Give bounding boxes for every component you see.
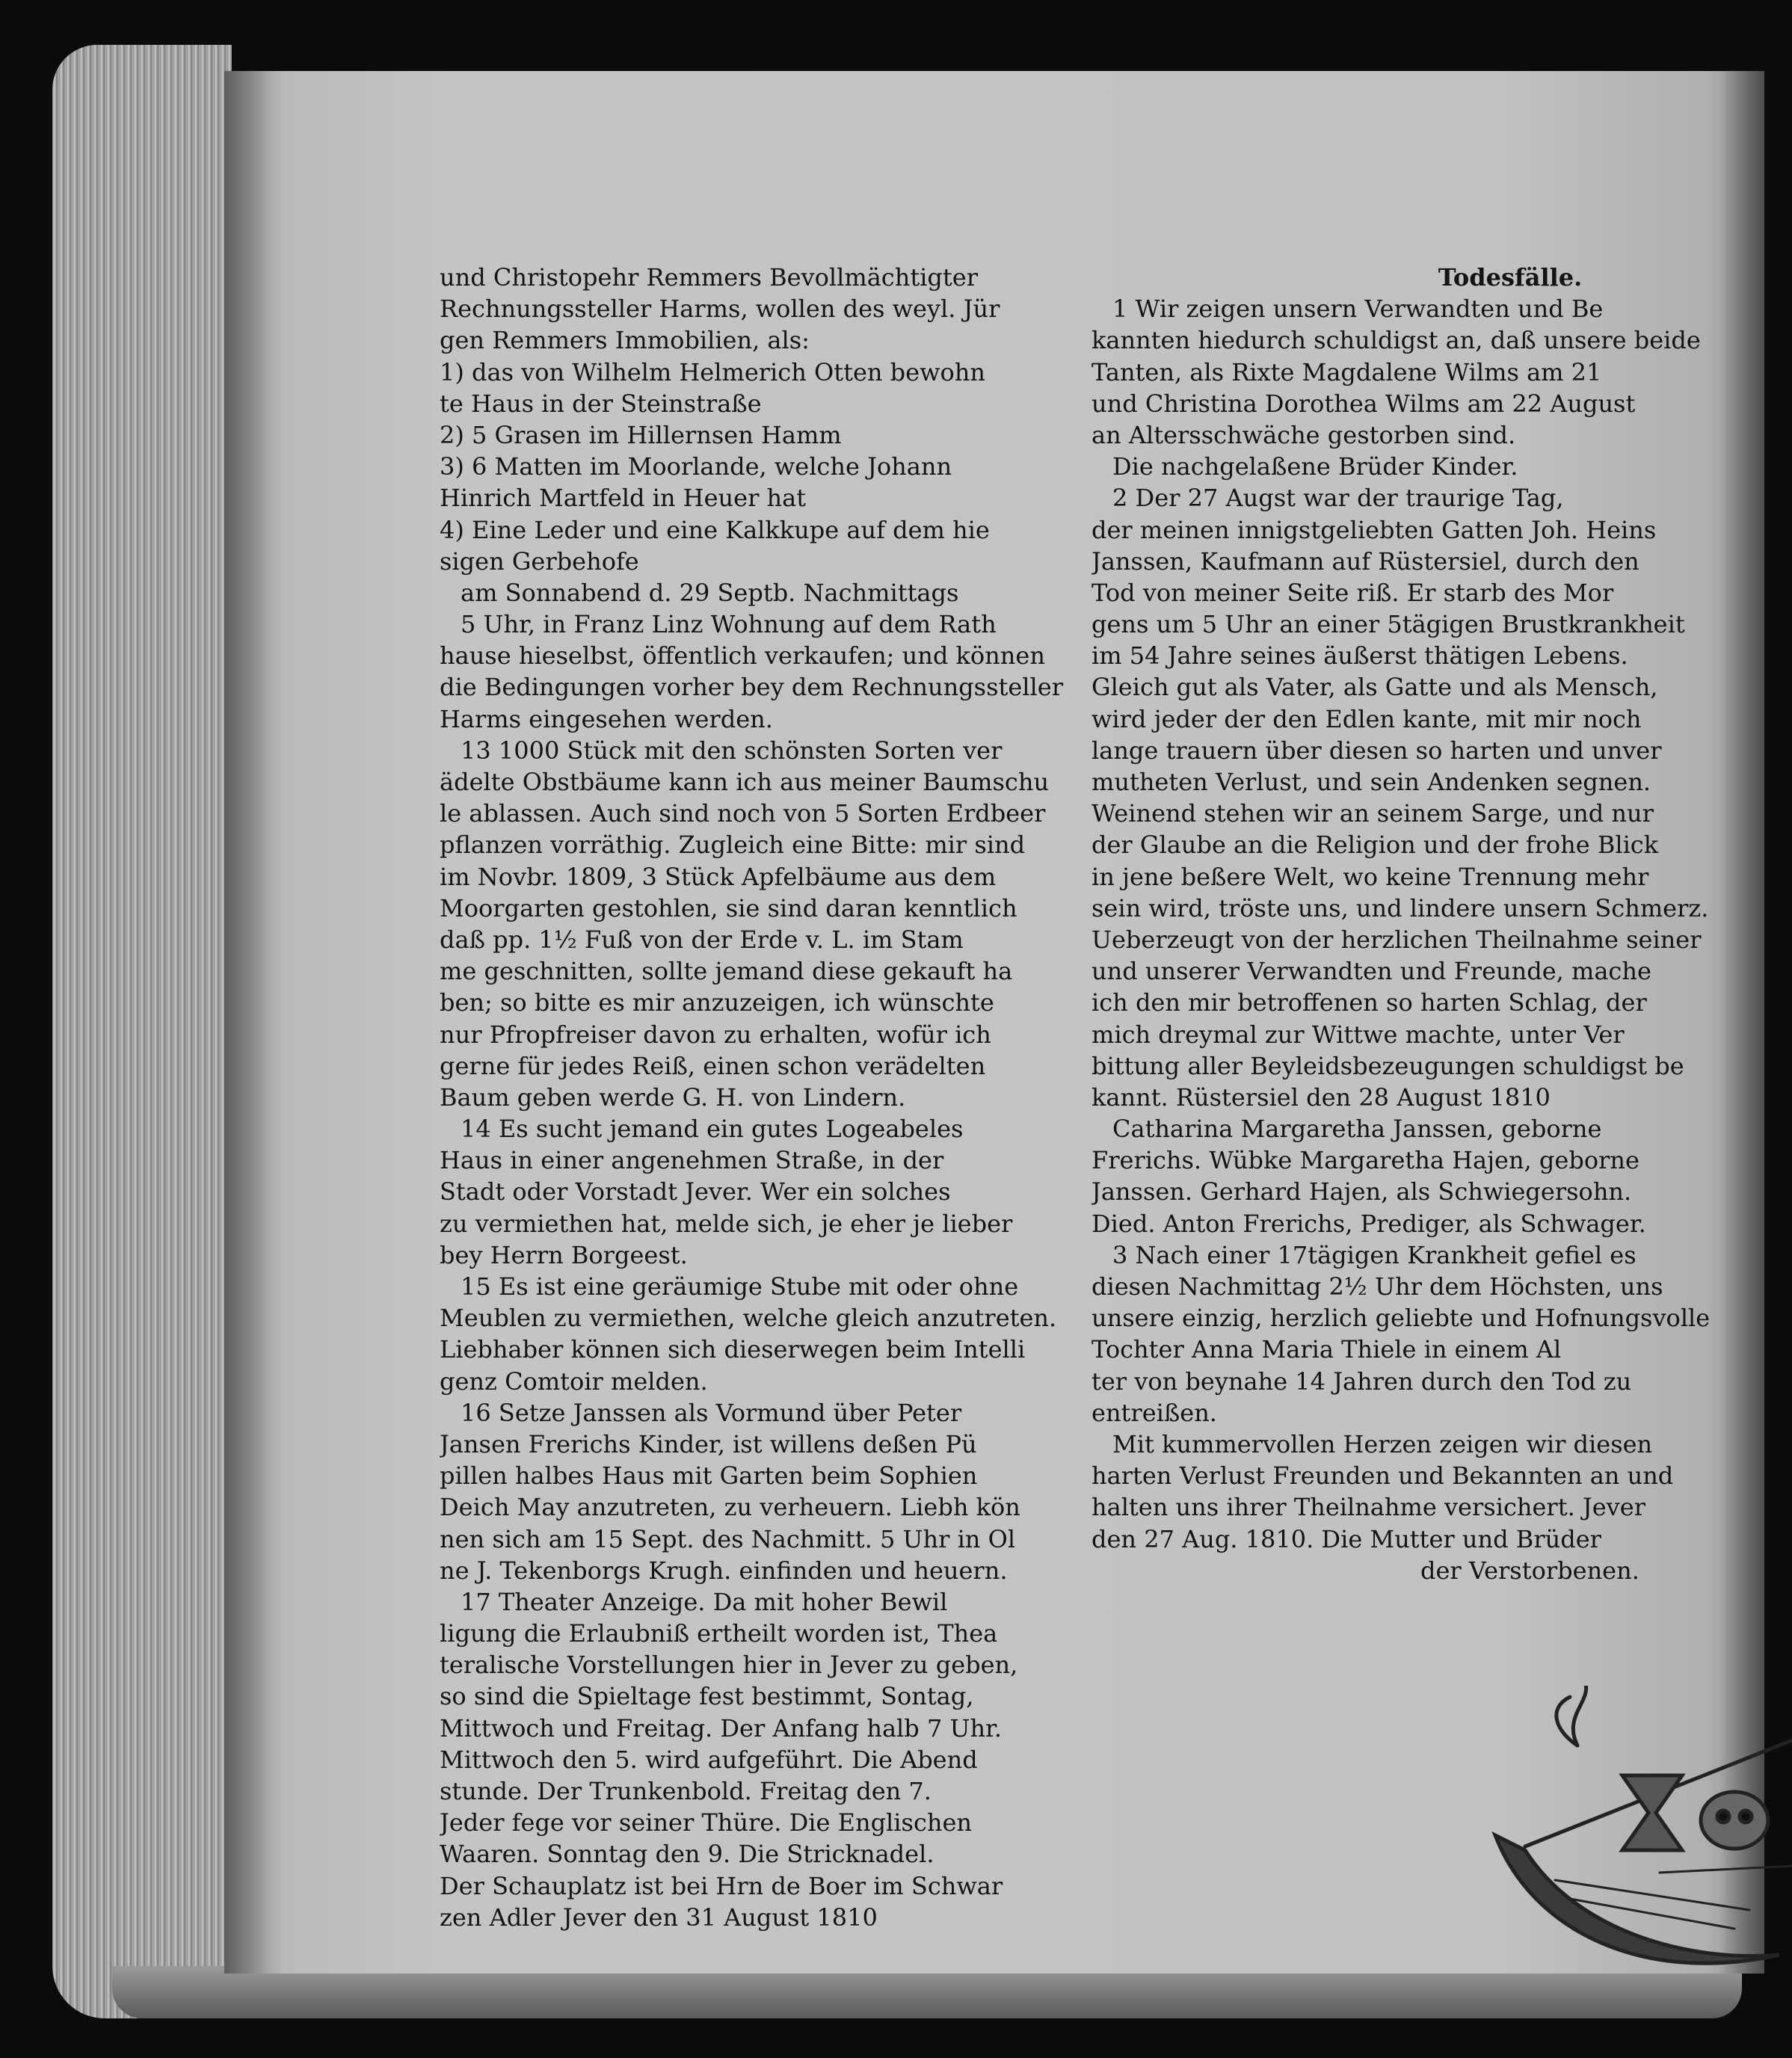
left-column-line: 5 Uhr, in Franz Linz Wohnung auf dem Rath xyxy=(461,610,997,639)
left-column-line: 13 1000 Stück mit den schönsten Sorten ver xyxy=(461,736,1003,765)
right-column-line: gens um 5 Uhr an einer 5tägigen Brustkrankheit xyxy=(1091,610,1685,639)
left-column-line: Baum geben werde G. H. von Lindern. xyxy=(440,1082,906,1112)
left-column-line: sigen Gerbehofe xyxy=(440,546,639,576)
right-column-line: im 54 Jahre seines äußerst thätigen Lebens. xyxy=(1091,641,1628,671)
right-column-line: Tod von meiner Seite riß. Er starb des Mor xyxy=(1091,578,1614,607)
left-column-line: 17 Theater Anzeige. Da mit hoher Bewil xyxy=(461,1587,948,1616)
right-column-line: ter von beynahe 14 Jahren durch den Tod zu xyxy=(1091,1367,1632,1396)
right-column-line: Janssen. Gerhard Hajen, als Schwiegersohn. xyxy=(1091,1177,1632,1207)
left-column-line: Moorgarten gestohlen, sie sind daran kenntlich xyxy=(440,893,1017,922)
left-column-line: zu vermiethen hat, melde sich, je eher je lieber xyxy=(440,1209,1013,1238)
left-column-line: Der Schauplatz ist bei Hrn de Boer im Schwar xyxy=(440,1871,1003,1900)
left-column-line: Hinrich Martfeld in Heuer hat xyxy=(440,484,807,513)
left-column-line: Waaren. Sonntag den 9. Die Stricknadel. xyxy=(440,1840,935,1869)
left-column-line: stunde. Der Trunkenbold. Freitag den 7. xyxy=(440,1777,932,1805)
gutter-shadow xyxy=(224,71,284,1974)
left-column-line: hause hieselbst, öffentlich verkaufen; und können xyxy=(440,641,1045,671)
mourning-ornament-image xyxy=(1465,1686,1792,2000)
right-column-line: Frerichs. Wübke Margaretha Hajen, geborne xyxy=(1091,1146,1639,1175)
right-column-line: mich dreymal zur Wittwe machte, unter Ver xyxy=(1091,1020,1625,1049)
left-column-line: ben; so bitte es mir anzuzeigen, ich wünschte xyxy=(440,988,994,1017)
left-column-line: 1) das von Wilhelm Helmerich Otten bewohn xyxy=(440,357,985,386)
left-column-line: teralische Vorstellungen hier in Jever zu geben, xyxy=(440,1651,1018,1680)
left-column-line: zen Adler Jever den 31 August 1810 xyxy=(440,1903,878,1932)
right-column-line: mutheten Verlust, und sein Andenken segnen. xyxy=(1091,768,1651,796)
right-column-line: und unserer Verwandten und Freunde, mache xyxy=(1091,957,1651,986)
right-column-line: wird jeder der den Edlen kante, mit mir noch xyxy=(1091,704,1642,733)
right-column-line: in jene beßere Welt, wo keine Trennung mehr xyxy=(1091,862,1649,891)
right-column-line: halten uns ihrer Theilnahme versichert. Jever xyxy=(1091,1493,1645,1522)
right-column-line: diesen Nachmittag 2½ Uhr dem Höchsten, uns xyxy=(1091,1272,1663,1301)
right-column-line: lange trauern über diesen so harten und unver xyxy=(1091,736,1662,765)
left-column-line: die Bedingungen vorher bey dem Rechnungssteller xyxy=(440,673,1063,702)
right-column-line: Died. Anton Frerichs, Prediger, als Schwager. xyxy=(1091,1209,1646,1238)
left-column-line: 14 Es sucht jemand ein gutes Logeabeles xyxy=(461,1115,964,1144)
left-column-line: gerne für jedes Reiß, einen schon verädelten xyxy=(440,1051,986,1080)
right-column-line: ich den mir betroffenen so harten Schlag, der xyxy=(1091,988,1647,1017)
right-column-line: an Altersschwäche gestorben sind. xyxy=(1091,420,1516,449)
right-column-line: sein wird, tröste uns, und lindere unsern Schmerz. xyxy=(1091,893,1709,922)
left-column-line: Liebhaber können sich dieserwegen beim Intelli xyxy=(440,1335,1026,1364)
left-column-line: ne J. Tekenborgs Krugh. einfinden und heuern. xyxy=(440,1556,1008,1585)
left-column-line: Jansen Frerichs Kinder, ist willens deßen Pü xyxy=(440,1429,977,1458)
left-column-line: so sind die Spieltage fest bestimmt, Sontag, xyxy=(440,1682,974,1711)
right-column-line: Tochter Anna Maria Thiele in einem Al xyxy=(1091,1335,1562,1364)
left-column-line: gen Remmers Immobilien, als: xyxy=(440,326,810,355)
left-column-line: Deich May anzutreten, zu verheuern. Liebh kön xyxy=(440,1493,1020,1522)
right-column-line: Weinend stehen wir an seinem Sarge, und nur xyxy=(1091,799,1654,828)
right-column-line: 3 Nach einer 17tägigen Krankheit gefiel es xyxy=(1112,1240,1636,1269)
left-column-line: ädelte Obstbäume kann ich aus meiner Baumschu xyxy=(440,768,1050,796)
left-column-line: Mittwoch und Freitag. Der Anfang halb 7 Uhr. xyxy=(440,1713,1002,1743)
left-column-line: me geschnitten, sollte jemand diese gekauft ha xyxy=(440,957,1013,986)
left-column-line: im Novbr. 1809, 3 Stück Apfelbäume aus dem xyxy=(440,862,997,891)
right-column-line: Ueberzeugt von der herzlichen Theilnahme seiner xyxy=(1091,925,1702,954)
right-column-line: 2 Der 27 Augst war der traurige Tag, xyxy=(1112,484,1564,513)
left-column-line: 4) Eine Leder und eine Kalkkupe auf dem hie xyxy=(440,515,990,544)
ornament-scythe-and-hourglass xyxy=(1495,1686,1792,1963)
right-column-line: Janssen, Kaufmann auf Rüstersiel, durch den xyxy=(1091,546,1639,576)
right-column-line: 1 Wir zeigen unsern Verwandten und Be xyxy=(1112,295,1604,324)
right-column-line: der meinen innigstgeliebten Gatten Joh. Heins xyxy=(1091,515,1657,544)
left-column-line: nur Pfropfreiser davon zu erhalten, wofür ich xyxy=(440,1020,991,1049)
left-column-line: und Christopehr Remmers Bevollmächtigter xyxy=(440,263,978,292)
left-column-line: pillen halbes Haus mit Garten beim Sophien xyxy=(440,1461,978,1491)
left-column-line: 16 Setze Janssen als Vormund über Peter xyxy=(461,1398,962,1427)
left-column-line: le ablassen. Auch sind noch von 5 Sorten Erdbeer xyxy=(440,799,1046,828)
book-page-edges xyxy=(52,45,232,2018)
left-column-line: Harms eingesehen werden. xyxy=(440,704,773,733)
right-column-line: Gleich gut als Vater, als Gatte und als Mensch, xyxy=(1091,673,1658,702)
right-column-line: Die nachgelaßene Brüder Kinder. xyxy=(1112,452,1518,481)
right-column-line: entreißen. xyxy=(1091,1398,1217,1427)
left-column-line: Mittwoch den 5. wird aufgeführt. Die Abend xyxy=(440,1745,978,1774)
left-column-line: daß pp. 1½ Fuß von der Erde v. L. im Stam xyxy=(440,925,964,954)
left-column-line: 2) 5 Grasen im Hillernsen Hamm xyxy=(440,420,842,449)
left-column-line: genz Comtoir melden. xyxy=(440,1367,708,1396)
right-column-line: Catharina Margaretha Janssen, geborne xyxy=(1112,1115,1602,1144)
right-column-line: der Verstorbenen. xyxy=(1420,1556,1639,1585)
right-column-line: kannten hiedurch schuldigst an, daß unsere beide xyxy=(1091,326,1701,355)
left-column-line: Rechnungssteller Harms, wollen des weyl. Jür xyxy=(440,295,1000,324)
right-column-line: und Christina Dorothea Wilms am 22 August xyxy=(1091,389,1636,418)
left-column-line: ligung die Erlaubniß ertheilt worden ist, Thea xyxy=(440,1619,998,1648)
right-column-line: unsere einzig, herzlich geliebte und Hofnungsvolle xyxy=(1091,1304,1711,1333)
left-column-line: nen sich am 15 Sept. des Nachmitt. 5 Uhr in Ol xyxy=(440,1524,1016,1553)
left-column-line: pflanzen vorräthig. Zugleich eine Bitte: mir sind xyxy=(440,831,1026,860)
left-column-line: 3) 6 Matten im Moorlande, welche Johann xyxy=(440,452,952,481)
right-column-line: kannt. Rüstersiel den 28 August 1810 xyxy=(1091,1082,1551,1112)
section-heading-todesfaelle: Todesfälle. xyxy=(1438,263,1583,292)
right-column-line: Tanten, als Rixte Magdalene Wilms am 21 xyxy=(1091,357,1602,386)
left-column-line: am Sonnabend d. 29 Septb. Nachmittags xyxy=(461,578,959,607)
left-column-line: 15 Es ist eine geräumige Stube mit oder ohne xyxy=(461,1272,1019,1301)
right-column-line: harten Verlust Freunden und Bekannten an und xyxy=(1091,1461,1674,1491)
left-column-line: te Haus in der Steinstraße xyxy=(440,389,762,418)
right-column-line: der Glaube an die Religion und der frohe Blick xyxy=(1091,831,1659,860)
left-column-line: Meublen zu vermiethen, welche gleich anzutreten. xyxy=(440,1304,1057,1333)
left-column-line: Jeder fege vor seiner Thüre. Die Englischen xyxy=(440,1808,973,1837)
right-column-line: den 27 Aug. 1810. Die Mutter und Brüder xyxy=(1091,1524,1601,1553)
book-page xyxy=(224,71,1764,1974)
left-column-line: bey Herrn Borgeest. xyxy=(440,1240,688,1269)
right-column-line: Mit kummervollen Herzen zeigen wir diesen xyxy=(1112,1429,1653,1458)
left-column-line: Stadt oder Vorstadt Jever. Wer ein solches xyxy=(440,1177,951,1207)
right-column-line: bittung aller Beyleidsbezeugungen schuldigst be xyxy=(1091,1051,1684,1080)
right-column-text xyxy=(1091,262,1792,1586)
left-column-line: Haus in einer angenehmen Straße, in der xyxy=(440,1146,944,1175)
